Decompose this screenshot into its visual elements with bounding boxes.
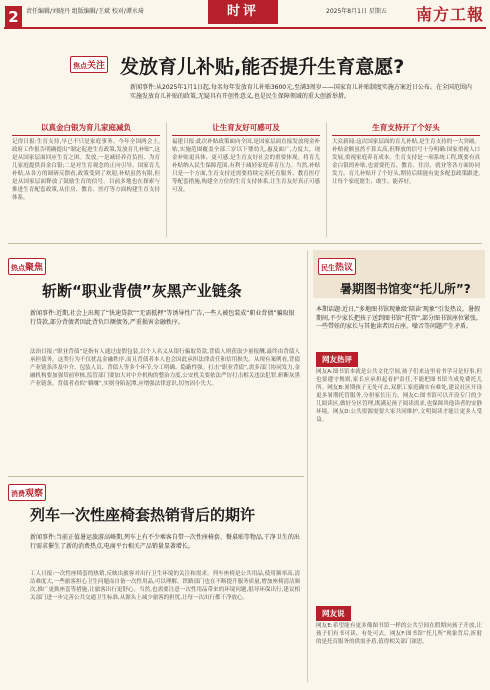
story4-lead: 新闻事件:当前正值暑运旅游高峰期,列车上有不少乘客自带一次性座椅套、餐桌贴等物品,干净卫生的出行需求催生了新的消费热点,电商平台相关产品销量显著增长。	[30, 534, 300, 550]
story4-headline: 列车一次性座椅套热销背后的期许	[30, 506, 256, 524]
editor-credits: 责任编辑/刘晓丹 组版编辑/王斌 校对/谭水琦	[26, 8, 144, 15]
story1-col1-title: 以真金白银为育儿家庭减负	[12, 122, 160, 136]
story3-tag-em: 热议	[335, 263, 354, 273]
story4-tag-em: 观察	[25, 489, 44, 499]
story1-col3-title: 生育支持开了个好头	[332, 122, 480, 136]
section-divider	[8, 243, 482, 244]
story1-headline: 发放育儿补贴,能否提升生育意愿?	[120, 56, 405, 78]
page-header	[0, 0, 490, 34]
issue-date: 2025年8月1日 星期五	[326, 8, 387, 15]
story1-col1-text: 记得日报:生育支持,早已不只是家庭事务。今年全国两会上,政府工作报告明确提出“制定促进生育政策,发放育儿补贴”,这是从国家层面回应生育之困。发放,一是减轻养育负担、为育儿家庭提供真金白银;二是对生育观念的正向引导。国家育儿补贴,从各方的调研反馈看,政策受到了欢迎,补贴虽然有限,但是从国家层面释放了鼓励生育的信号。目前多地也在探索与推进生育配套政策,从住房、教育、医疗等方面构建生育支持体系。	[12, 139, 160, 201]
story2-tag-label: 热点	[11, 264, 25, 272]
story3-lead: 本期话题:近日,“多地图书馆现象级‘陪读’现象”引发热议。暑假期间,不少家长把孩子送到图书馆“托管”,部分图书馆座位紧张,一些带娃的家长与其他读者因占座、噪音等问题产生矛盾。	[316, 306, 480, 330]
section-title: 时评	[208, 0, 278, 24]
story2-tag	[8, 258, 46, 275]
header-rule	[4, 27, 486, 29]
story4-text: 工人日报:一次性座椅套的热销,反映出旅客对出行卫生环境的关注和需求。列车座椅是公共用品,使用频率高,清洁难度大,一些旅客担心卫生问题而自备一次性用品,可以理解。铁路部门也在不断提升服务质量,增加座椅清洁频次,推广更换座套等措施,让旅客出行更舒心。当然,也需要注意一次性用品带来的环境问题,倡导环保出行,建议相关部门进一步完善公共交通卫生标准,从源头上减少旅客的担忧,让每一次出行都干净放心。	[30, 571, 300, 601]
newspaper-logo: 南方工報	[415, 5, 484, 24]
story1-col3-text: 大众新闻:这次国家层面的育儿补贴,是生育支持的一大突破。补贴金额虽然不算太高,但释放的信号十分明确:国家重视人口发展,重视家庭养育成本。生育支持是一项系统工程,既要有真金白银的补贴,也需要托育、教育、住房、就业等各方面协同发力。育儿补贴开了个好头,期待后续能有更多配套政策跟进,让每个家庭愿生、敢生、能养好。	[332, 139, 480, 185]
story2-lead: 新闻事件:近期,社会上出现了“快速贷款”“无需抵押”等诱导性广告,一些人被包装成“职业背债”骗取银行贷款,部分背债者因此背负巨额债务,严重损害金融秩序。	[30, 310, 295, 326]
story1-tag	[70, 56, 108, 73]
story1-tag-em: 关注	[87, 61, 106, 71]
col-divider	[326, 122, 327, 237]
story4-tag	[8, 484, 46, 501]
story2-tag-em: 聚焦	[25, 263, 44, 273]
story3-headline: 暑期图书馆变“托儿所”?	[340, 282, 471, 296]
story3-section-label2: 网友说	[316, 606, 351, 621]
story2-text: 法治日报:“职业背债”是指有人通过虚假包装,以个人名义从银行骗取贷款,背债人则获取少量报酬,最终由背债人承担债务。这类行为不仅扰乱金融秩序,而且背债者本人也会因此承担法律责任和信用损失。从现有案例看,背债产业链条涉及中介、包装人员、背债人等多个环节,分工明确、隐蔽性强。打击“职业背债”,需多部门协同发力,金融机构要加强贷前审核,监管部门要加大对中介机构的整治力度,公安机关要依法严厉打击相关违法犯罪,斩断灰黑产业链条。背债者看似“躺赚”,实则身陷泥潭,应增强法律意识,切勿因小失大。	[30, 349, 300, 387]
col-divider	[166, 122, 167, 237]
col-divider	[307, 250, 308, 682]
story3-tag-label: 民生	[321, 264, 335, 272]
story1-lead: 新闻事件:从2025年1月1日起,每名每年发放育儿补贴3600元,至满3周岁——国家育儿补贴制度实施方案近日公布。在全国范围内实施发放育儿补贴的政策,无疑具有开创性意义,也是民生保障领域的重大创新举措。	[130, 84, 472, 100]
story1-col2-text: 福建日报:此次补贴政策面向全国,是国家层面直接发放现金补贴,实施范围覆盖全部三岁以下婴幼儿,惠及面广,力度大。现金补贴更具体、更可感,是生育友好社会的重要体现。将育儿补贴纳入民生保障范围,有利于减轻家庭养育压力。当然,补贴只是一个方面,生育支持还需要持续完善托育服务、教育医疗等配套措施,构建全方位的生育支持体系,让生育友好真正可感可及。	[172, 139, 320, 193]
story1-col2-title: 让生育友好可感可及	[172, 122, 320, 136]
story3-tag	[318, 258, 356, 275]
page-number: 2	[5, 6, 22, 28]
story2-headline: 斩断“职业背债”灰黑产业链条	[42, 282, 242, 300]
story1-tag-label: 焦点	[73, 62, 87, 70]
story3-text: 网友A:图书馆本就是公共文化空间,孩子们来这里看书学习是好事,但也要遵守规则,家长应承担起看护责任,不能把图书馆当成免费托儿所。网友B:暑期孩子无处可去,双职工家庭确实有难处,建议社区开设更多暑期托管服务,分担家长压力。网友C:图书馆可以开设专门的少儿阅读区,做好分区管理,既满足孩子阅读需求,也保障其他读者的安静环境。网友D:公共资源需要大家共同维护,文明阅读才能让更多人受益。	[316, 369, 482, 423]
section-divider	[8, 476, 304, 477]
story3-text2: 网友E:希望能有更多像图书馆一样的公共空间在假期向孩子开放,让孩子们有书可读、有处可去。网友F:图书馆“托儿所”现象背后,折射的是托育服务的供需矛盾,值得相关部门深思。	[316, 623, 482, 645]
story3-section-label: 网友热评	[316, 352, 358, 367]
story4-tag-label: 消费	[11, 490, 25, 498]
